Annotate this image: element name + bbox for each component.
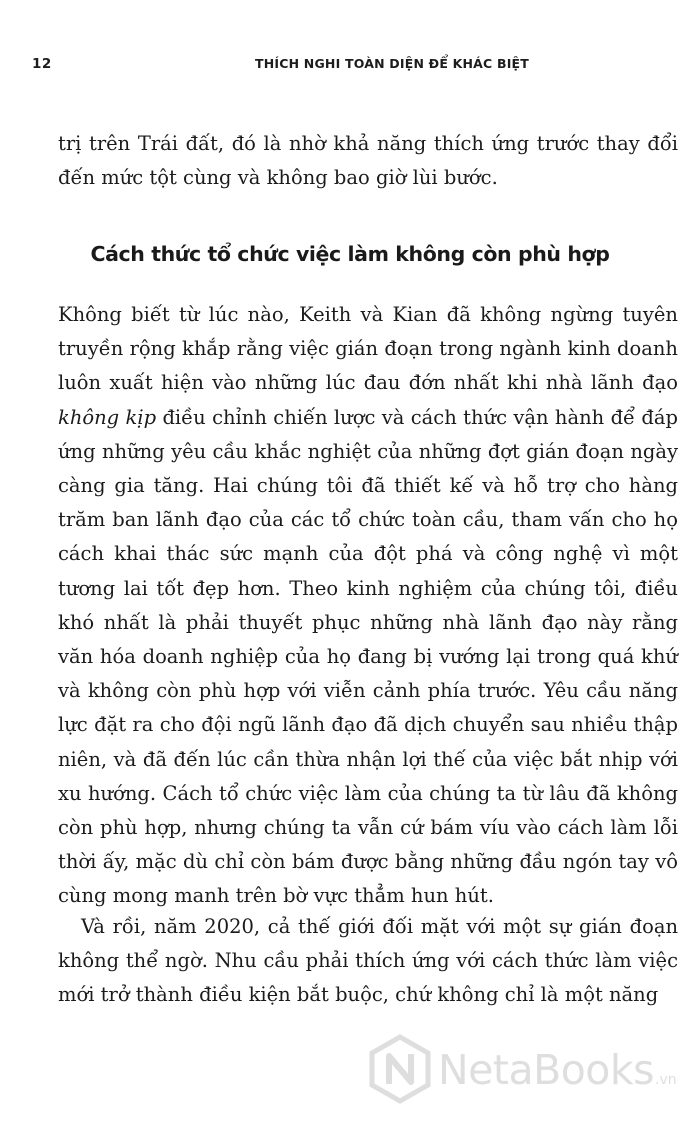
paragraph-1-rest: điều chỉnh chiến lược và cách thức vận hành để đáp ứng những yêu cầu khắc nghiệt của những đợt gián đoạn ngày càng gia tăng. Hai chúng tôi đã thiết kế và hỗ trợ cho hàng trăm ban lãnh đạo của các tổ chức toàn cầu, tham vấn cho họ cách khai thác sức mạnh của đột phá và công nghệ vì một tương lai tốt đẹp hơn. Theo kinh nghiệm của chúng tôi, điều khó nhất là phải thuyết phục những nhà lãnh đạo này rằng văn hóa doanh nghiệp của họ đang bị vướng lại trong quá khứ và không còn phù hợp với viễn cảnh phía trước. Yêu cầu năng lực đặt ra cho đội ngũ lãnh đạo đã dịch chuyển sau nhiều thập niên, và đã đến lúc cần thừa nhận lợi thế của việc bắt nhịp với xu hướng. Cách tổ chức việc làm của chúng ta từ lâu đã không còn phù hợp, nhưng chúng ta vẫn cứ bám víu vào cách làm lỗi thời ấy, mặc dù chỉ còn bám được bằng những đầu ngón tay vô cùng mong manh trên bờ vực thẳm hun hút. — [58, 405, 679, 908]
section-heading: Cách thức tổ chức việc làm không còn phù hợp — [90, 242, 610, 266]
body-paragraph-1-text — [58, 298, 678, 914]
paragraph-1-emphasis: không kịp — [58, 405, 157, 429]
watermark-brand: NetaBooks — [438, 1046, 654, 1094]
body-paragraph-2 — [58, 910, 678, 1013]
continued-paragraph — [58, 127, 678, 195]
body-paragraph-2-text: Và rồi, năm 2020, cả thế giới đối mặt với một sự gián đoạn không thể ngờ. Nhu cầu phải thích ứng với cách thức làm việc mới trở thành điều kiện bắt buộc, chứ không chỉ là một năng — [58, 915, 678, 1007]
page-number: 12 — [32, 56, 52, 72]
book-title: THÍCH NGHI TOÀN DIỆN ĐỂ KHÁC BIỆT — [254, 56, 530, 71]
continued-paragraph-text: trị trên Trái đất, đó là nhờ khả năng thích ứng trước thay đổi đến mức tột cùng và không bao giờ lùi bước. — [58, 132, 678, 190]
watermark-tld: .vn — [655, 1072, 677, 1088]
watermark — [368, 1030, 688, 1110]
neta-logo-icon — [368, 1034, 432, 1104]
running-header — [32, 56, 668, 80]
paragraph-1-lead: Không biết từ lúc nào, Keith và Kian đã không ngừng tuyên truyền rộng khắp rằng việc gián đoạn trong ngành kinh doanh luôn xuất hiện vào những lúc đau đớn nhất khi nhà lãnh đạo — [58, 303, 678, 395]
body-paragraph-1 — [58, 298, 678, 914]
watermark-text — [438, 1046, 677, 1094]
